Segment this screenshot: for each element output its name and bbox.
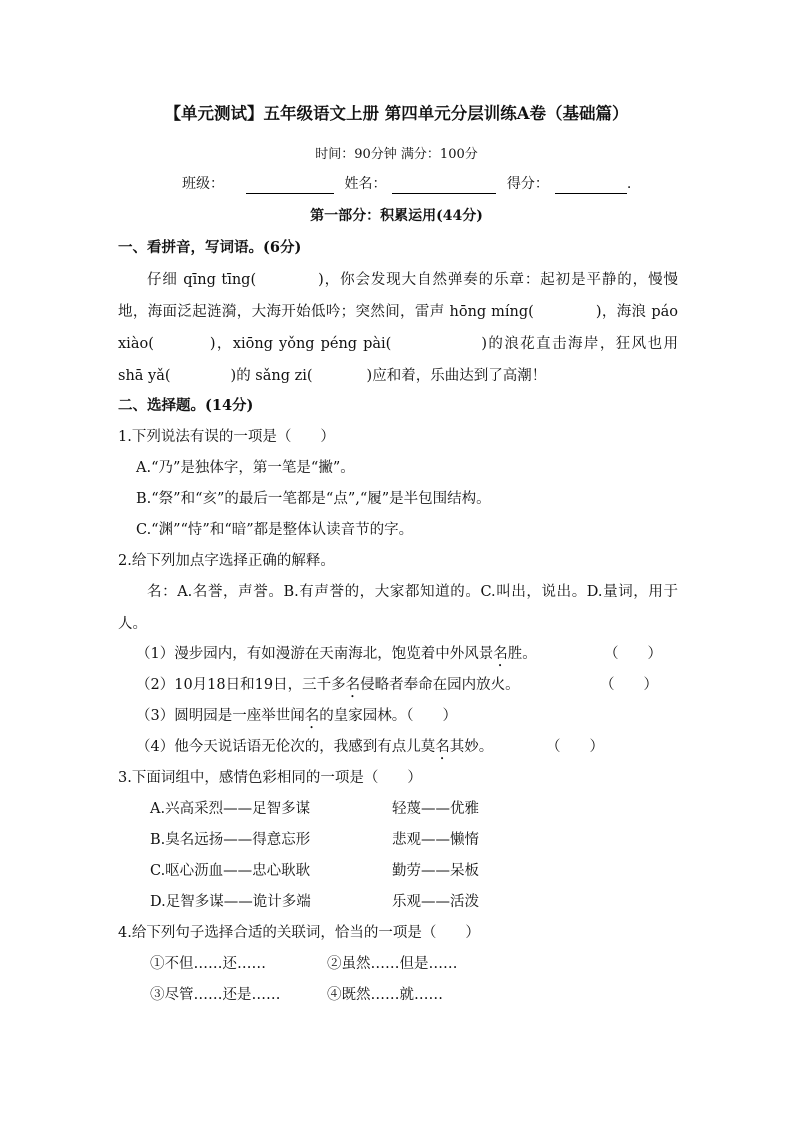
- name-blank[interactable]: [392, 178, 496, 194]
- q2-s4-text: （4）他今天说话语无伦次的，我感到有点儿莫: [136, 739, 436, 755]
- q4-option-4: ④既然……就……: [327, 987, 443, 1003]
- q1-stem: 1.下列说法有误的一项是（ ）: [118, 429, 335, 445]
- q2-s4-text-end: 其妙。: [449, 739, 494, 755]
- page-title: 【单元测试】五年级语文上册 第四单元分层训练A卷（基础篇）: [164, 104, 629, 123]
- score-label: 得分：: [506, 176, 549, 192]
- q2-answer-paren-1[interactable]: （ ）: [604, 646, 662, 662]
- q4-stem: 4.给下列句子选择合适的关联词，恰当的一项是（ ）: [118, 925, 480, 941]
- student-info-line: [182, 174, 631, 194]
- q3-option-b-right: 悲观——懒惰: [392, 832, 479, 848]
- score-blank[interactable]: [555, 178, 627, 194]
- q3-option-d-left[interactable]: D.足智多谋——诡计多端: [150, 894, 311, 910]
- q2-definitions: 名：A.名誉，声誉。B.有声誉的，大家都知道的。C.叫出，说出。D.量词，用于人。: [118, 584, 678, 632]
- part1-heading: 第一部分：积累运用(44分): [310, 208, 483, 224]
- section2-heading: 二、选择题。(14分): [118, 397, 254, 414]
- exam-time-score: 时间：90分钟 满分：100分: [315, 147, 478, 162]
- dotted-char: 名: [435, 739, 450, 755]
- section1-heading: 一、看拼音，写词语。(6分): [118, 239, 302, 256]
- q3-option-a-right: 轻蔑——优雅: [392, 801, 479, 817]
- dotted-char: 名: [493, 646, 508, 662]
- name-label: 姓名：: [344, 176, 387, 192]
- q2-sentence-3: [136, 706, 457, 732]
- q1-option-a[interactable]: A.“乃”是独体字，第一笔是“撇”。: [136, 460, 355, 476]
- pinyin-text-4: )，xiōng yǒng péng pài(: [209, 336, 392, 352]
- q3-stem: 3.下面词组中，感情色彩相同的一项是（ ）: [118, 770, 422, 786]
- pinyin-text-1: 仔细 qīng tīng(: [147, 272, 257, 288]
- q2-sentence-2: [136, 675, 520, 701]
- q2-s2-text: （2）10月18日和19日，三千多: [136, 677, 346, 693]
- dotted-char: 名: [304, 708, 320, 724]
- class-label: 班级：: [182, 176, 224, 192]
- pinyin-text-5: )的浪花直击海岸，狂风也用 shā yǎ(: [118, 336, 678, 384]
- q3-option-c-right: 勤劳——呆板: [392, 863, 479, 879]
- q4-option-2: ②虽然……但是……: [327, 956, 458, 972]
- q2-s2-text-end: 侵略者奉命在园内放火。: [360, 677, 520, 693]
- q2-s3-text: （3）圆明园是一座举世闻: [136, 708, 305, 724]
- class-blank[interactable]: [246, 178, 334, 194]
- pinyin-paragraph: [118, 264, 678, 392]
- pinyin-text-7: )应和着，乐曲达到了高潮！: [366, 368, 547, 384]
- pinyin-text-3: )，海浪 páo xiào(: [118, 304, 678, 352]
- q4-option-3: ③尽管……还是……: [150, 987, 281, 1003]
- q2-s1-text-end: 胜。: [507, 646, 537, 662]
- q3-option-b-left[interactable]: B.臭名远扬——得意忘形: [150, 832, 311, 848]
- pinyin-text-2: )，你会发现大自然弹奏的乐章：起初是平静的，慢慢地，海面泛起涟漪，大海开始低吟；突然间，雷声 hōng míng(: [118, 272, 678, 320]
- pinyin-text-6: )的 sǎng zi(: [230, 368, 313, 384]
- q2-stem: 2.给下列加点字选择正确的解释。: [118, 553, 335, 569]
- q3-option-a-left[interactable]: A.兴高采烈——足智多谋: [150, 801, 311, 817]
- q3-option-d-right: 乐观——活泼: [392, 894, 479, 910]
- q4-option-1: ①不但……还……: [150, 956, 266, 972]
- q1-option-b[interactable]: B.“祭”和“亥”的最后一笔都是“点”,“履”是半包围结构。: [136, 491, 491, 507]
- q2-sentence-4: [136, 737, 493, 763]
- info-end: .: [626, 176, 632, 192]
- q2-answer-paren-4[interactable]: （ ）: [546, 739, 604, 755]
- q2-sentence-1: [136, 644, 537, 670]
- q2-s3-text-end: 的皇家园林。（ ）: [319, 708, 457, 724]
- q2-answer-paren-2[interactable]: （ ）: [600, 677, 658, 693]
- dotted-char: 名: [345, 677, 361, 693]
- q1-option-c[interactable]: C.“渊”“恃”和“暗”都是整体认读音节的字。: [136, 522, 414, 538]
- q2-s1-text: （1）漫步园内，有如漫游在天南海北，饱览着中外风景: [136, 646, 494, 662]
- q3-option-c-left[interactable]: C.呕心沥血——忠心耿耿: [150, 863, 311, 879]
